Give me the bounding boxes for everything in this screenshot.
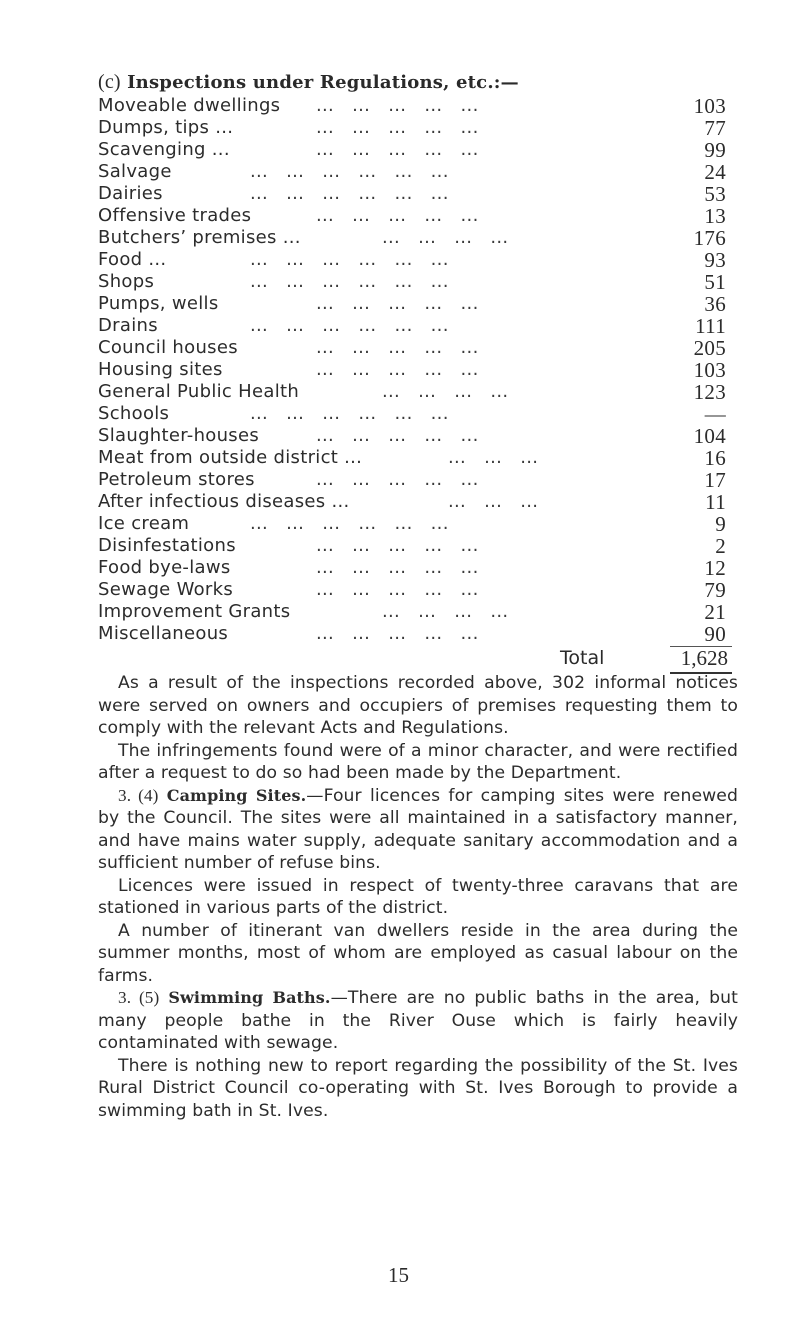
row-label: Moveable dwellings [98, 95, 281, 116]
dot-leader: ... ... ... ... ... ... [250, 271, 449, 292]
row-value: 16 [704, 446, 726, 470]
row-label: Drains [98, 315, 158, 336]
row-label: Sewage Works [98, 579, 234, 600]
table-row [98, 403, 732, 425]
swimming-baths-text: —There are no public baths in the area, but many people bathe in the River Ouse which is fairly heavily contaminated with sewage. [98, 988, 738, 1053]
table-row [98, 513, 732, 535]
dot-leader: ... ... ... ... [382, 227, 509, 248]
dot-leader: ... ... ... ... ... [316, 579, 479, 600]
row-label: Schools [98, 403, 170, 424]
row-value: 53 [704, 182, 726, 206]
row-label: Offensive trades [98, 205, 252, 226]
table-row [98, 337, 732, 359]
dot-leader: ... ... ... ... ... [316, 469, 479, 490]
dot-leader: ... ... ... ... ... [316, 205, 479, 226]
row-value: 51 [704, 270, 726, 294]
table-row [98, 95, 732, 117]
row-value: 17 [704, 468, 726, 492]
table-row [98, 491, 732, 513]
row-value: 104 [693, 424, 726, 448]
row-label: Improvement Grants [98, 601, 291, 622]
row-label: Dumps, tips ... [98, 117, 234, 138]
row-label: Pumps, wells [98, 293, 219, 314]
row-label: Shops [98, 271, 155, 292]
table-row [98, 249, 732, 271]
row-value: 36 [704, 292, 726, 316]
paragraph-caravan-licences: Licences were issued in respect of twenty-three caravans that are stationed in various parts of the district. [98, 875, 738, 918]
inspections-table [98, 95, 732, 645]
total-label: Total [560, 647, 605, 669]
row-label: Food ... [98, 249, 167, 270]
row-label: Meat from outside district ... [98, 447, 363, 468]
dot-leader: ... ... ... ... [382, 601, 509, 622]
table-row [98, 315, 732, 337]
dot-leader: ... ... ... ... ... [316, 293, 479, 314]
dot-leader: ... ... ... ... ... [316, 359, 479, 380]
dot-leader: ... ... ... ... ... ... [250, 249, 449, 270]
dot-leader: ... ... ... ... ... ... [250, 403, 449, 424]
table-row [98, 469, 732, 491]
row-value: 11 [705, 490, 726, 514]
camping-sites-heading: Camping Sites. [166, 785, 307, 805]
row-value: 111 [695, 314, 726, 338]
dot-leader: ... ... ... ... ... [316, 425, 479, 446]
paragraph-swimming-bath-proposal: There is nothing new to report regarding the possibility of the St. Ives Rural District Council co-operating with St. Ives Borough to provide a swimming bath in St. Ives. [98, 1055, 738, 1121]
row-value: 2 [715, 534, 726, 558]
dot-leader: ... ... ... ... ... [316, 535, 479, 556]
paragraph-informal-notices: As a result of the inspections recorded above, 302 informal notices were served on owners and occupiers of premises requesting them to comply with the relevant Acts and Regulations. [98, 673, 738, 738]
row-label: Miscellaneous [98, 623, 229, 644]
table-row [98, 293, 732, 315]
row-label: Butchers’ premises ... [98, 227, 301, 248]
dot-leader: ... ... ... ... ... [316, 95, 479, 116]
row-label: Petroleum stores [98, 469, 255, 490]
table-row [98, 271, 732, 293]
table-row [98, 535, 732, 557]
row-label: General Public Health [98, 381, 300, 402]
row-value: 77 [704, 116, 726, 140]
dot-leader: ... ... ... ... ... ... [250, 161, 449, 182]
row-value: 205 [693, 336, 726, 360]
row-label: Council houses [98, 337, 238, 358]
row-value: 99 [704, 138, 726, 162]
paragraph-infringements: The infringements found were of a minor character, and were rectified after a request to do so had been made by the Department. [98, 740, 738, 783]
row-value: 24 [704, 160, 726, 184]
camping-sites-number: 3. (4) [118, 785, 159, 805]
paragraph-van-dwellers: A number of itinerant van dwellers reside in the area during the summer months, most of whom are employed as casual labour on the farms. [98, 920, 738, 986]
total-value: 1,628 [680, 646, 728, 670]
total-row [560, 645, 732, 671]
dot-leader: ... ... ... ... ... ... [250, 315, 449, 336]
dot-leader: ... ... ... ... ... [316, 139, 479, 160]
section-heading [98, 71, 519, 94]
row-value: 103 [693, 358, 726, 382]
table-row [98, 227, 732, 249]
row-value: — [704, 402, 726, 426]
row-value: 12 [704, 556, 726, 580]
section-title: Inspections under Regulations, etc.:— [127, 72, 519, 93]
section-prefix: (c) [98, 71, 121, 93]
table-row [98, 161, 732, 183]
page-number: 15 [388, 1263, 409, 1287]
row-label: Scavenging ... [98, 139, 230, 160]
row-value: 9 [715, 512, 726, 536]
body-text [98, 672, 738, 1122]
dot-leader: ... ... ... ... ... [316, 623, 479, 644]
swimming-baths-number: 3. (5) [118, 988, 160, 1007]
swimming-baths-heading: Swimming Baths. [168, 988, 331, 1007]
table-row [98, 579, 732, 601]
table-row [98, 183, 732, 205]
row-label: Slaughter-houses [98, 425, 260, 446]
table-row [98, 601, 732, 623]
row-value: 123 [693, 380, 726, 404]
table-row [98, 117, 732, 139]
table-row [98, 425, 732, 447]
row-value: 79 [704, 578, 726, 602]
table-row [98, 205, 732, 227]
table-row [98, 381, 732, 403]
paragraph-camping-sites [98, 785, 738, 875]
dot-leader: ... ... ... [448, 447, 539, 468]
row-value: 21 [704, 600, 726, 624]
dot-leader: ... ... ... ... ... [316, 117, 479, 138]
dot-leader: ... ... ... [448, 491, 539, 512]
row-label: Food bye-laws [98, 557, 231, 578]
dot-leader: ... ... ... ... ... [316, 557, 479, 578]
dot-leader: ... ... ... ... [382, 381, 509, 402]
row-label: Housing sites [98, 359, 223, 380]
row-value: 13 [704, 204, 726, 228]
dot-leader: ... ... ... ... ... ... [250, 513, 449, 534]
dot-leader: ... ... ... ... ... ... [250, 183, 449, 204]
table-row [98, 557, 732, 579]
table-row [98, 623, 732, 645]
row-value: 103 [693, 94, 726, 118]
table-row [98, 447, 732, 469]
row-label: Disinfestations [98, 535, 236, 556]
row-value: 90 [704, 622, 726, 646]
row-label: After infectious diseases ... [98, 491, 350, 512]
dot-leader: ... ... ... ... ... [316, 337, 479, 358]
row-label: Dairies [98, 183, 163, 204]
row-label: Salvage [98, 161, 172, 182]
row-label: Ice cream [98, 513, 190, 534]
row-value: 93 [704, 248, 726, 272]
row-value: 176 [693, 226, 726, 250]
table-row [98, 139, 732, 161]
camping-sites-text: —Four licences for camping sites were renewed by the Council. The sites were all maintained in a satisfactory manner, and have mains water supply, adequate sanitary accommodation and a sufficient number of refuse bins. [98, 785, 738, 873]
paragraph-swimming-baths [98, 987, 738, 1055]
table-row [98, 359, 732, 381]
